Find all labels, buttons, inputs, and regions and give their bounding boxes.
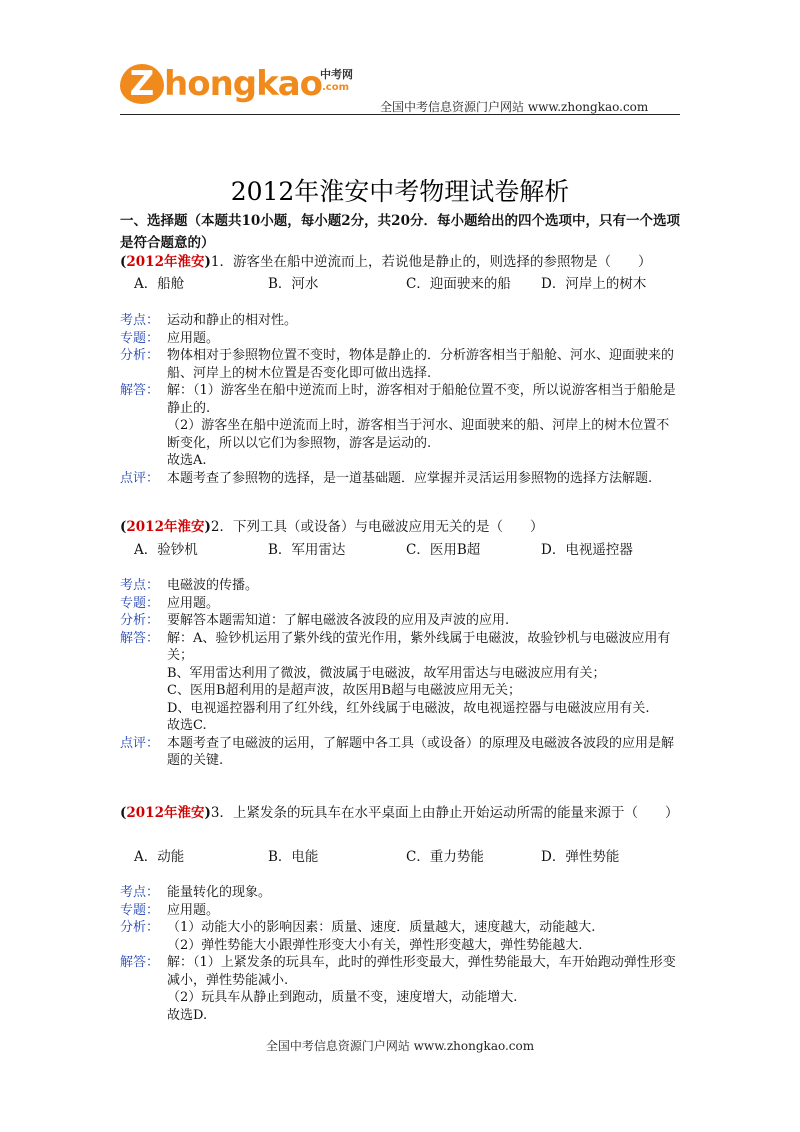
kaodian-label: 考点： — [120, 313, 160, 328]
jieda-line: 故选C. — [167, 718, 207, 733]
kaodian-label: 考点： — [120, 578, 160, 593]
logo-cn: 中考网 — [320, 68, 353, 81]
fenxi-label: 分析： — [120, 613, 160, 628]
question-tag: (2012年淮安) — [120, 254, 211, 270]
zhuanti-label: 专题： — [120, 595, 160, 611]
option-d: D．弹性势能 — [541, 849, 620, 865]
page-title: 2012年淮安中考物理试卷解析 — [230, 177, 570, 206]
option-b: B．电能 — [268, 849, 319, 865]
kaodian-text: 运动和静止的相对性。 — [167, 313, 298, 328]
question-tag: (2012年淮安) — [120, 519, 211, 535]
question-text: 3．上紧发条的玩具车在水平桌面上由静止开始运动所需的能量来源于（ ） — [210, 805, 679, 821]
zhuanti-label: 专题： — [120, 330, 160, 346]
option-b: B．军用雷达 — [268, 542, 346, 558]
jieda-line: （2）游客坐在船中逆流而上时，游客相当于河水、迎面驶来的船、河岸上的树木位置不断变化，所以以它们为参照物，游客是运动的. — [167, 418, 670, 451]
option-a: A．动能 — [134, 849, 185, 865]
jieda-label: 解答： — [120, 383, 160, 398]
fenxi-text: 物体相对于参照物位置不变时，物体是静止的．分析游客相当于船舱、河水、迎面驶来的船、河岸上的树木位置是否变化即可做出选择. — [167, 348, 675, 381]
option-d: D．电视遥控器 — [541, 542, 633, 558]
header-site-text: 全国中考信息资源门户网站 www.zhongkao.com — [380, 100, 649, 114]
jieda-line: B、军用雷达利用了微波，微波属于电磁波，故军用雷达与电磁波应用有关； — [167, 665, 606, 681]
option-c: C．重力势能 — [406, 849, 484, 865]
question-1-analysis — [120, 312, 680, 487]
option-a: A．船舱 — [134, 276, 185, 292]
zhuanti-label: 专题： — [120, 902, 160, 918]
fenxi-label: 分析： — [120, 348, 160, 363]
jieda-line: D、电视遥控器利用了红外线，红外线属于电磁波，故电视遥控器与电磁波应用有关. — [167, 700, 650, 716]
logo-z-mark: Z — [120, 64, 164, 104]
option-c: C．迎面驶来的船 — [406, 276, 511, 292]
question-1 — [120, 252, 680, 272]
option-b: B．河水 — [268, 276, 319, 292]
jieda-line: 故选D. — [167, 1007, 208, 1023]
kaodian-label: 考点： — [120, 885, 160, 900]
question-2 — [120, 517, 680, 537]
dianping-label: 点评： — [120, 470, 160, 486]
question-1-options — [120, 272, 680, 292]
fenxi-line: （2）弹性势能大小跟弹性形变大小有关，弹性形变越大，弹性势能越大. — [167, 937, 583, 953]
option-d: D．河岸上的树木 — [541, 276, 647, 292]
zhongkao-logo[interactable] — [120, 62, 380, 110]
fenxi-label: 分析： — [120, 920, 160, 935]
jieda-label: 解答： — [120, 955, 160, 970]
question-text: 2．下列工具（或设备）与电磁波应用无关的是（ ） — [210, 519, 544, 535]
jieda-label: 解答： — [120, 630, 160, 646]
dianping-text: 本题考查了电磁波的运用，了解题中各工具（或设备）的原理及电磁波各波段的应用是解题的关键. — [167, 735, 675, 768]
jieda-line: 解：（1）游客坐在船中逆流而上时，游客相对于船舱位置不变，所以说游客相当于船舱是静止的. — [167, 383, 676, 416]
logo-word: hongkao — [164, 64, 323, 104]
jieda-line: 解：A、验钞机运用了紫外线的萤光作用，紫外线属于电磁波，故验钞机与电磁波应用有关； — [167, 630, 671, 663]
jieda-line: 解：（1）上紧发条的玩具车，此时的弹性形变最大，弹性势能最大，车开始跑动弹性形变减小，弹性势能减小. — [167, 955, 676, 988]
question-tag: (2012年淮安) — [120, 805, 211, 821]
zhuanti-text: 应用题。 — [167, 330, 220, 346]
footer-site-text: 全国中考信息资源门户网站 www.zhongkao.com — [265, 1039, 535, 1053]
logo-com: .com — [322, 82, 350, 93]
jieda-line: （2）玩具车从静止到跑动，质量不变，速度增大，动能增大. — [167, 990, 518, 1005]
dianping-text: 本题考查了参照物的选择，是一道基础题．应掌握并灵活运用参照物的选择方法解题. — [167, 470, 653, 486]
question-text: 1．游客坐在船中逆流而上，若说他是静止的，则选择的参照物是（ ） — [210, 254, 652, 270]
kaodian-text: 电磁波的传播。 — [167, 578, 259, 593]
jieda-line: 故选A. — [167, 453, 207, 468]
header-divider — [120, 114, 680, 115]
option-c: C．医用B超 — [406, 542, 481, 558]
question-2-options — [120, 538, 680, 558]
question-3-options — [120, 845, 680, 865]
kaodian-text: 能量转化的现象。 — [167, 885, 272, 900]
question-3 — [120, 803, 680, 823]
zhuanti-text: 应用题。 — [167, 902, 220, 918]
jieda-line: C、医用B超利用的是超声波，故医用B超与电磁波应用无关； — [167, 683, 522, 698]
fenxi-line: （1）动能大小的影响因素：质量、速度．质量越大，速度越大，动能越大. — [167, 920, 596, 935]
zhuanti-text: 应用题。 — [167, 595, 220, 611]
section-heading: 一、选择题（本题共10小题，每小题2分，共20分．每小题给出的四个选项中，只有一个选项是符合题意的） — [120, 213, 680, 251]
option-a: A．验钞机 — [134, 542, 198, 558]
question-3-analysis — [120, 884, 680, 1024]
dianping-label: 点评： — [120, 735, 160, 751]
fenxi-text: 要解答本题需知道：了解电磁波各波段的应用及声波的应用. — [167, 613, 510, 628]
question-2-analysis — [120, 577, 680, 770]
